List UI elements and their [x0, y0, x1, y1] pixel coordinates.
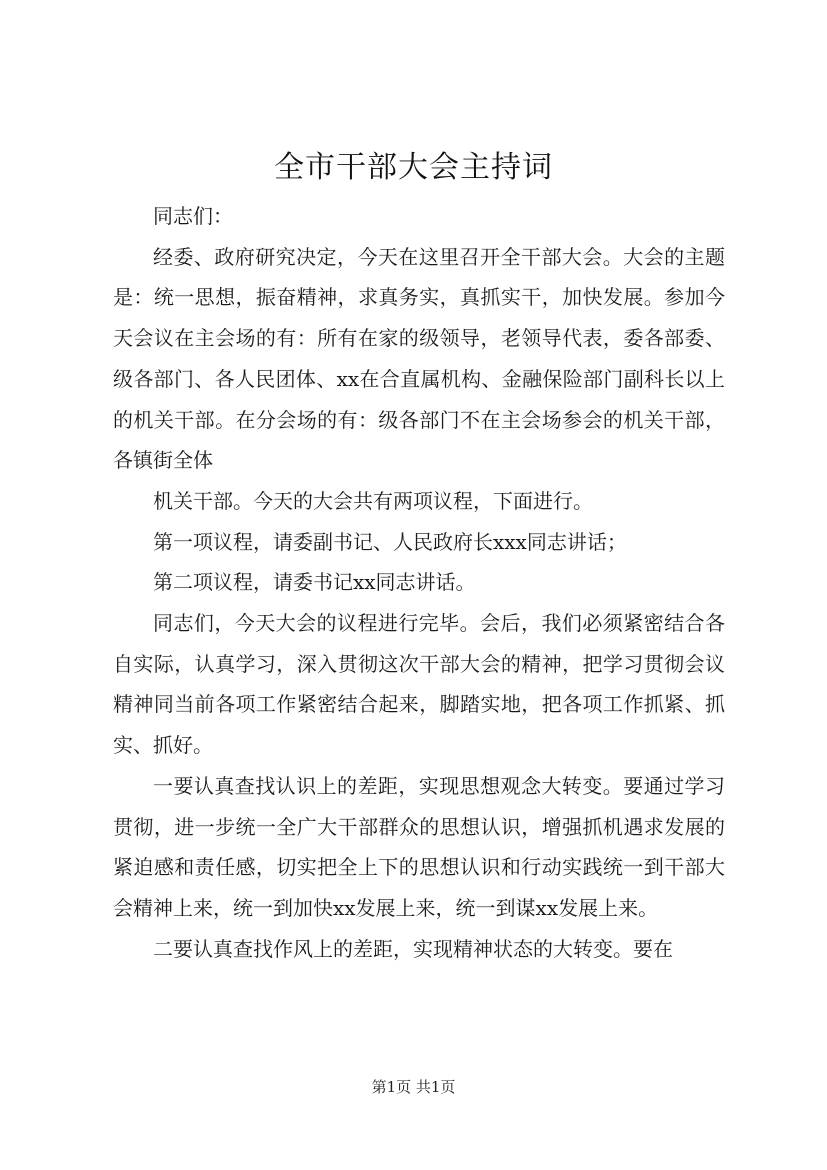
paragraph-salutation: 同志们：: [153, 204, 233, 228]
paragraph-agenda-item-1: 第一项议程，请委副书记、人民政府长xxx同志讲话；: [153, 529, 627, 554]
paragraph-point-2: 二要认真查找作风上的差距，实现精神状态的大转变。要在: [153, 936, 673, 961]
paragraph-closing: 同志们，今天大会的议程进行完毕。会后，我们必须紧密结合各自实际，认真学习，深入贯彻这次干部大会的精神，把学习贯彻会议精神同当前各项工作紧密结合起来，脚踏实地，把各项工作抓紧、抓实、抓好。: [113, 611, 725, 758]
document-title: 全市干部大会主持词: [274, 150, 553, 185]
page-footer: 第1页 共1页: [371, 1078, 456, 1096]
paragraph-agenda-intro: 机关干部。今天的大会共有两项议程，下面进行。: [153, 488, 593, 513]
document-body: [113, 196, 725, 969]
paragraph-opening: 经委、政府研究决定，今天在这里召开全干部大会。大会的主题是：统一思想，振奋精神，求真务实，真抓实干，加快发展。参加今天会议在主会场的有：所有在家的级领导，老领导代表，委各部委、级各部门、各人民团体、xx在合直属机构、金融保险部门副科长以上的机关干部。在分会场的有：级各部门不在主会场参会的机关干部，各镇街全体: [113, 244, 725, 473]
paragraph-agenda-item-2: 第二项议程，请委书记xx同志讲话。: [153, 570, 476, 595]
paragraph-point-1: 一要认真查找认识上的差距，实现思想观念大转变。要通过学习贯彻，进一步统一全广大干部群众的思想认识，增强抓机遇求发展的紧迫感和责任感，切实把全上下的思想认识和行动实践统一到干部大会精神上来，统一到加快xx发展上来，统一到谋xx发展上来。: [113, 773, 725, 920]
